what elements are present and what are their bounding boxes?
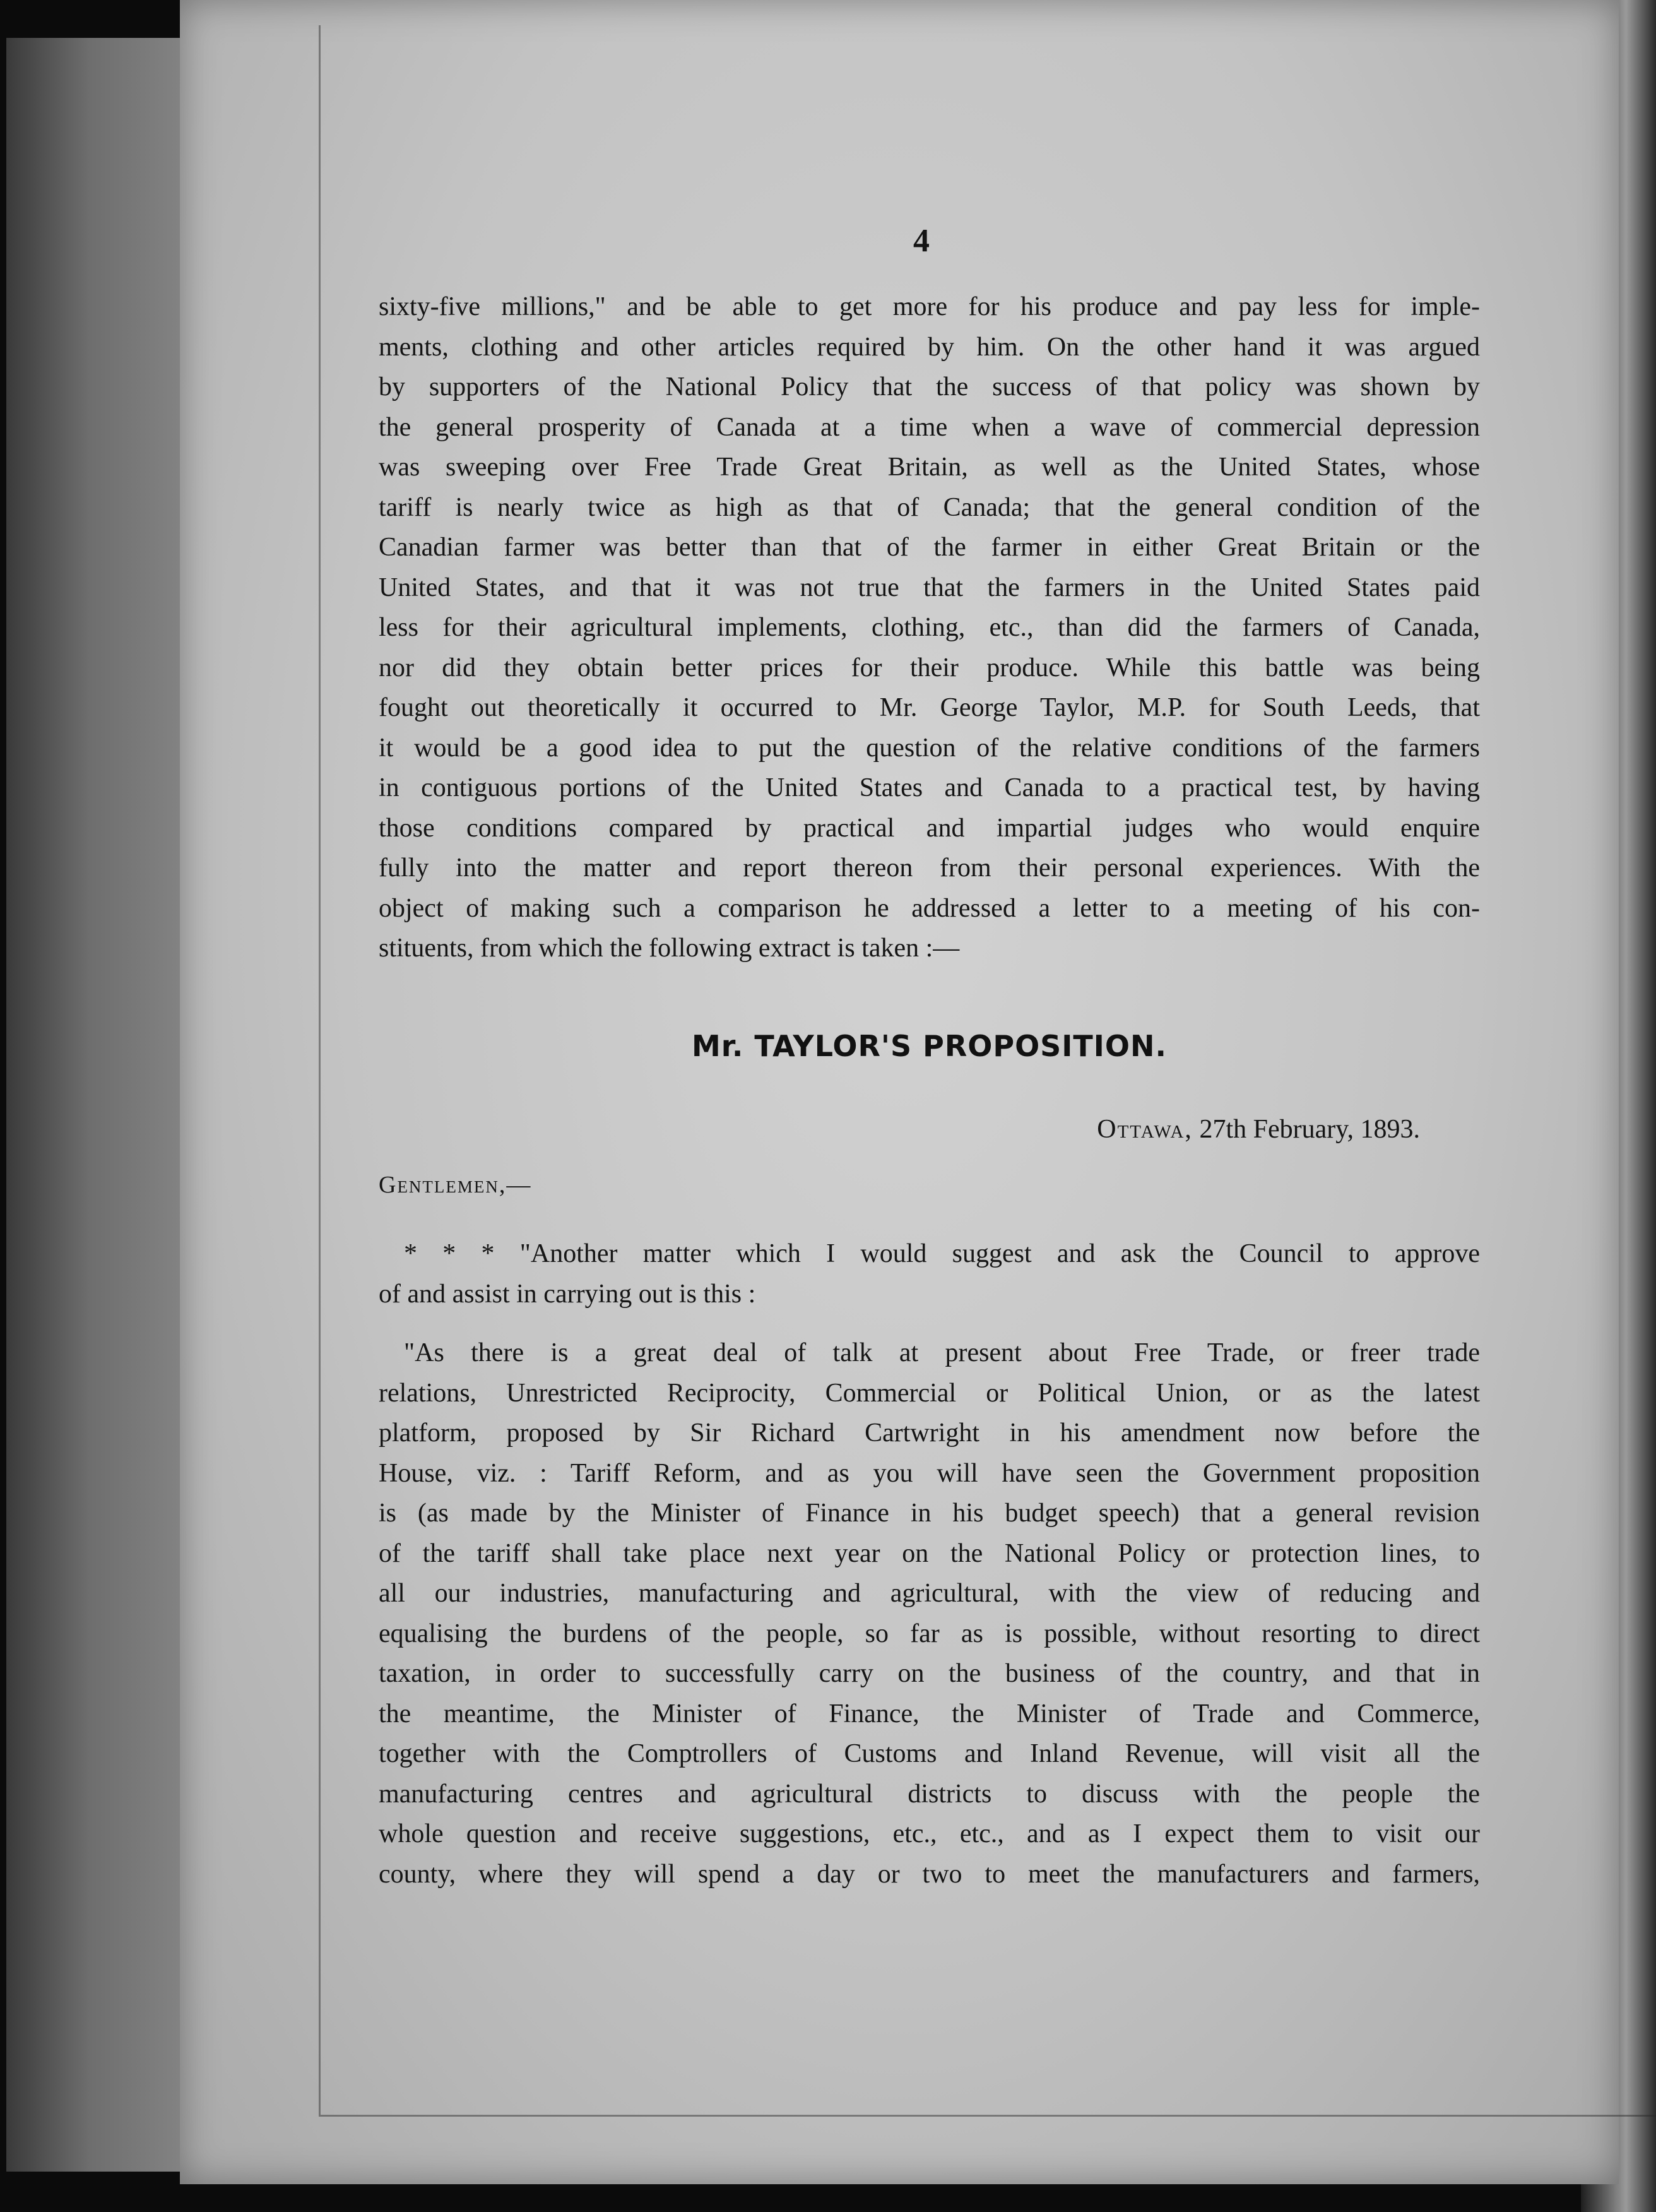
letter-line: equalising the burdens of the people, so far as is possible, without resorting to direct: [379, 1619, 1480, 1648]
body-line: nor did they obtain better prices for their produce. While this battle was being: [379, 653, 1480, 682]
letter-line: platform, proposed by Sir Richard Cartwright in his amendment now before the: [379, 1418, 1480, 1448]
body-line: fought out theoretically it occurred to Mr. George Taylor, M.P. for South Leeds, that: [379, 693, 1480, 722]
dateline: [947, 1114, 1420, 1145]
body-line: was sweeping over Free Trade Great Britain, as well as the United States, whose: [379, 453, 1480, 482]
letter-line: "As there is a great deal of talk at present about Free Trade, or freer trade: [404, 1338, 1480, 1367]
body-line: less for their agricultural implements, clothing, etc., than did the farmers of Canada,: [379, 613, 1480, 642]
page-number: 4: [913, 223, 930, 259]
letter-body: [379, 1234, 1480, 1894]
body-paragraph: [379, 287, 1480, 969]
body-line: fully into the matter and report thereon from their personal experiences. With the: [379, 853, 1480, 883]
letter-line: the meantime, the Minister of Finance, the Minister of Trade and Commerce,: [379, 1699, 1480, 1728]
body-line: those conditions compared by practical and impartial judges who would enquire: [379, 813, 1480, 843]
body-line: in contiguous portions of the United States and Canada to a practical test, by having: [379, 773, 1480, 802]
body-line: sixty-five millions," and be able to get more for his produce and pay less for imple-: [379, 292, 1480, 321]
letter-line: all our industries, manufacturing and agricultural, with the view of reducing and: [379, 1579, 1480, 1608]
letter-line: together with the Comptrollers of Customs and Inland Revenue, will visit all the: [379, 1739, 1480, 1768]
body-line: it would be a good idea to put the question of the relative conditions of the farmers: [379, 733, 1480, 763]
salutation: Gentlemen,—: [379, 1172, 532, 1198]
letter-line: relations, Unrestricted Reciprocity, Commercial or Political Union, or as the latest: [379, 1378, 1480, 1408]
letter-line: taxation, in order to successfully carry on the business of the country, and that in: [379, 1659, 1480, 1688]
dateline-place: Ottawa,: [1097, 1115, 1193, 1144]
letter-line: of and assist in carrying out is this :: [379, 1279, 756, 1309]
body-line: by supporters of the National Policy that the success of that policy was shown by: [379, 372, 1480, 401]
section-heading: Mr. TAYLOR'S PROPOSITION.: [691, 1029, 1167, 1063]
body-line: Canadian farmer was better than that of the farmer in either Great Britain or the: [379, 533, 1480, 562]
letter-line: House, viz. : Tariff Reform, and as you will have seen the Government proposition: [379, 1458, 1480, 1488]
letter-line: is (as made by the Minister of Finance in his budget speech) that a general revision: [379, 1499, 1480, 1528]
letter-line: manufacturing centres and agricultural districts to discuss with the people the: [379, 1779, 1480, 1809]
letter-line: of the tariff shall take place next year on the National Policy or protection lines, to: [379, 1538, 1480, 1568]
body-line: United States, and that it was not true that the farmers in the United States paid: [379, 573, 1480, 602]
body-line: ments, clothing and other articles required by him. On the other hand it was argued: [379, 332, 1480, 362]
letter-line: county, where they will spend a day or two to meet the manufacturers and farmers,: [379, 1859, 1480, 1889]
body-line: stituents, from which the following extract is taken :—: [379, 934, 960, 963]
body-line: the general prosperity of Canada at a time when a wave of commercial depression: [379, 412, 1480, 442]
paragraph-gap: [379, 1314, 1480, 1333]
letter-line: * * * "Another matter which I would suggest and ask the Council to approve: [404, 1239, 1480, 1268]
letter-line: whole question and receive suggestions, etc., etc., and as I expect them to visit our: [379, 1819, 1480, 1848]
dateline-date: 27th February, 1893.: [1199, 1115, 1420, 1144]
body-line: tariff is nearly twice as high as that of Canada; that the general condition of the: [379, 492, 1480, 522]
body-line: object of making such a comparison he addressed a letter to a meeting of his con-: [379, 893, 1480, 923]
